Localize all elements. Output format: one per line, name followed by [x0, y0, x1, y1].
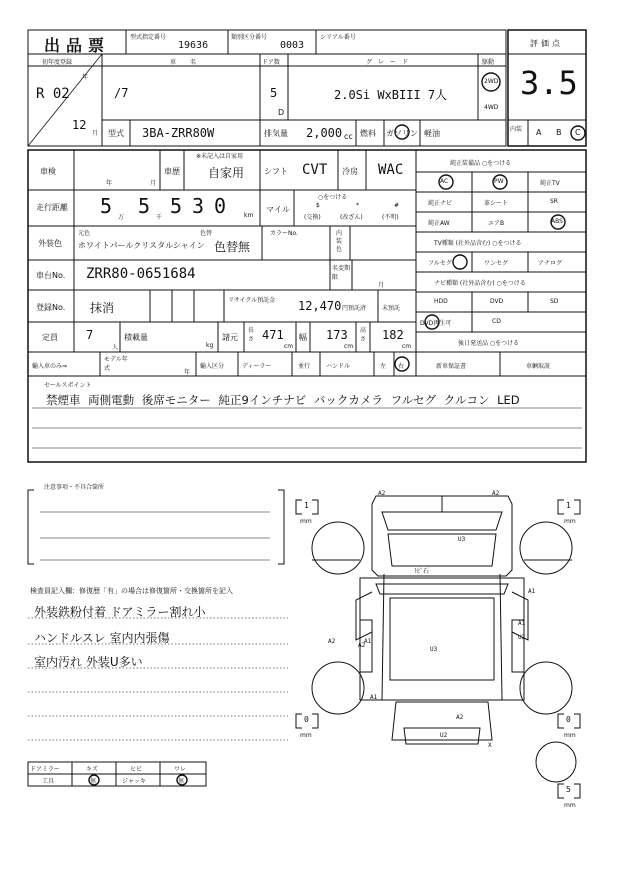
unknown-label: (不明) [382, 214, 399, 221]
acc-tools: 工具 [42, 778, 55, 785]
mileage-unit: km [244, 212, 254, 219]
tire-fl-unit: mm [300, 518, 312, 525]
sales-label: セールスポイント [44, 382, 92, 389]
reg-label: 登録No. [36, 303, 66, 312]
equip-leather: 革シート [484, 200, 509, 207]
capacity-value: 7 [86, 328, 94, 342]
equipment-title: 純正装備品 ○をつける [450, 160, 512, 167]
form-title: 出品票 [44, 36, 111, 55]
interior-b: B [556, 128, 562, 137]
tire-rl-unit: mm [300, 732, 312, 739]
height-value: 182 [382, 328, 404, 342]
damage-mark: A2 [378, 490, 386, 497]
damage-mark: A2 [492, 490, 500, 497]
aircon-value: WAC [378, 162, 404, 178]
acc-jack-value: 無 [178, 778, 185, 785]
usage-note: ※未記入は自家用 [196, 153, 244, 160]
import-dealer: ディーラー [242, 363, 272, 370]
reg-value: 抹消 [90, 301, 115, 315]
capacity-unit: 人 [112, 344, 119, 351]
displacement-unit: cc [344, 132, 353, 141]
serial-label: シリアル番号 [320, 34, 356, 41]
tire-front-left [312, 522, 364, 574]
tire-fr-depth: 1 [566, 501, 571, 510]
doors-label: ドア数 [262, 59, 280, 66]
nav-title: ナビ種類 (社外品含む) ○をつける [434, 280, 526, 287]
tire-rl-depth: 0 [304, 715, 309, 724]
type-cert-value: 19636 [178, 40, 209, 51]
mileage-digit-2: 5 [138, 194, 151, 218]
eval-score: 3.5 [520, 64, 578, 102]
shaken-year: 年 [106, 180, 113, 187]
drive-label: 駆動 [482, 59, 495, 66]
handle-label: ハンドル [326, 363, 351, 370]
tv-fullseg: フルセグ [428, 260, 452, 267]
capacity-label: 定員 [42, 333, 58, 342]
equip-ac: AC [440, 178, 449, 185]
tv-title: TV種類 (社外品含む) ○をつける [434, 240, 522, 247]
orig-color-value: ホワイトパールクリスタルシャイン [78, 241, 205, 250]
tire-rr-unit: mm [564, 732, 576, 739]
eval-label: 評価点 [530, 39, 563, 48]
chassis-value: ZRR80-0651684 [86, 266, 196, 282]
shift-value: CVT [302, 162, 328, 178]
tamper-symbol: * [356, 202, 359, 209]
nav-dvd: DVD [490, 298, 504, 305]
inspector-label: 検査員記入欄：修復歴「有」の場合は修復箇所・交換箇所を記入 [30, 587, 233, 595]
mileage-digit-3: 5 [170, 194, 183, 218]
equip-pw: PW [494, 178, 504, 185]
mileage-digit-5: 0 [214, 194, 227, 218]
damage-mark: U2 [518, 634, 526, 641]
first-reg-label: 初年度登録 [42, 59, 73, 66]
first-reg-month-unit: 月 [92, 130, 99, 137]
width-value: 173 [326, 328, 348, 342]
first-reg-year-unit: 年 [82, 74, 89, 81]
acc-tools-value: 無 [90, 778, 97, 785]
shaken-label: 車検 [40, 167, 56, 176]
damage-mark: U3 [430, 646, 438, 653]
mileage-label: 走行距離 [36, 203, 68, 212]
height-label: 高さ [360, 327, 367, 343]
acc-scratch: キズ [86, 766, 98, 773]
inspector-line-2: ハンドルスレ 室内内張傷 [34, 631, 170, 645]
nav-cd: CD [492, 318, 501, 325]
damage-mark: A1 [518, 620, 526, 627]
damage-mark: A2 [456, 714, 464, 721]
first-reg-era: R 02 [36, 86, 70, 102]
class-label: 類別区分番号 [231, 34, 268, 41]
mileage-mark-note: ○をつける [318, 194, 348, 201]
mileage-digit-4: 3 [192, 194, 205, 218]
model-year-unit: 年 [184, 369, 191, 376]
chassis-label: 車台No. [36, 271, 66, 280]
later-title: 後日発送品 ○をつける [458, 340, 520, 347]
fuel-label: 燃料 [360, 129, 376, 138]
doors-sub: D [278, 108, 285, 117]
width-label: 幅 [299, 333, 307, 342]
acc-jack: ジャッキ [122, 778, 146, 785]
equip-airbag: エアB [488, 220, 505, 227]
displacement-label: 排気量 [264, 129, 288, 138]
handle-right: 右 [398, 363, 405, 370]
exchange-label: (交換) [304, 214, 321, 221]
tire-spare [536, 742, 576, 782]
acc-crack: ヒビ [130, 766, 143, 773]
recycle-label: リサイクル預託金 [228, 297, 276, 304]
color-change-label: 色替 [200, 230, 213, 237]
model-label: 型式 [108, 129, 124, 138]
displacement-value: 2,000 [306, 126, 343, 140]
tire-rr-depth: 0 [566, 715, 571, 724]
aircon-label: 冷房 [342, 167, 358, 176]
color-change-value: 色替無 [214, 240, 251, 254]
interior-label: 内装 [510, 126, 523, 133]
doors-value: 5 [270, 86, 278, 100]
tire-rear-left [312, 662, 364, 714]
height-unit: cm [402, 343, 412, 350]
tire-fl-depth: 1 [304, 501, 309, 510]
damage-mark: A1 [370, 694, 378, 701]
import-label: 輸入車のみ⇒ [32, 363, 68, 370]
shaken-month: 月 [150, 180, 157, 187]
damage-mark: U2 [440, 732, 448, 739]
equip-navi: 純正ナビ [428, 200, 453, 207]
class-value: 0003 [280, 40, 305, 51]
sales-text: 禁煙車 両側電動 後席モニター 純正9インチナビ バックカメラ フルセグ クルコン LED [46, 393, 520, 407]
import-parallel: 並行 [298, 363, 311, 370]
model-year-label: モデル年式 [104, 356, 128, 372]
car-name-value: /7 [114, 86, 129, 100]
shift-label: シフト [264, 167, 288, 176]
tv-oneseg: ワンセグ [484, 260, 509, 267]
equip-abs: ABS [551, 218, 563, 225]
fuel-diesel: 軽油 [424, 129, 440, 138]
length-unit: cm [284, 343, 294, 350]
orig-color-label: 元色 [78, 230, 91, 237]
acc-break: ワレ [174, 766, 187, 773]
exchange-symbol: $ [316, 202, 320, 209]
car-name-label: 車名 [170, 59, 211, 66]
damage-mark: A1 [528, 588, 536, 595]
mileage-digit-1: 5 [100, 194, 113, 218]
mileage-man: 万 [118, 214, 125, 221]
equip-aw: 純正AW [428, 220, 450, 227]
tire-rear-right [520, 662, 572, 714]
damage-mark: ﾄﾋﾞ石 [414, 568, 430, 575]
name-change-month: 月 [378, 282, 385, 289]
later-manual: 車輌取説 [526, 363, 551, 370]
damage-mark: U3 [458, 536, 466, 543]
import-class-label: 輸入区分 [200, 363, 225, 370]
mile-label: マイル [266, 205, 290, 214]
tv-analog: アナログ [538, 260, 563, 267]
damage-mark: A2 [328, 638, 336, 645]
first-reg-month: 12 [72, 118, 87, 132]
damage-mark: X [488, 742, 492, 749]
acc-mirror: ドアミラー [30, 766, 60, 773]
length-value: 471 [262, 328, 284, 342]
tire-fr-unit: mm [564, 518, 576, 525]
recycle-unpaid: 未預託 [382, 305, 401, 312]
nav-dvd-play: DVD再生可 [420, 320, 452, 327]
later-warranty: 新車保証書 [436, 363, 467, 370]
recycle-value: 12,470 [298, 299, 342, 313]
tire-spare-depth: 5 [566, 785, 571, 794]
damage-mark: A1 [364, 638, 372, 645]
tamper-label: (改ざん) [340, 214, 363, 221]
color-label: 外装色 [38, 239, 62, 248]
equip-tv: 純正TV [540, 180, 560, 187]
tire-front-right [520, 522, 572, 574]
length-label: 長さ [248, 327, 255, 343]
equip-sr: SR [550, 198, 558, 205]
interior-color-label: 内装色 [336, 230, 343, 253]
fuel-gasoline: ガソリン [386, 129, 418, 138]
width-unit: cm [344, 343, 354, 350]
color-no-label: カラーNo. [270, 230, 298, 237]
drive-4wd: 4WD [484, 104, 499, 111]
inspector-line-3: 室内汚れ 外装U多い [34, 655, 143, 669]
tire-spare-unit: mm [564, 802, 576, 809]
mileage-sen: 千 [156, 214, 163, 221]
inspector-line-1: 外装鉄粉付着 ドアミラー割れ小 [34, 605, 206, 619]
nav-sd: SD [550, 298, 559, 305]
grade-value: 2.0Si WxBIII 7人 [334, 88, 448, 102]
nav-hdd: HDD [434, 298, 448, 305]
load-unit: kg [206, 342, 214, 349]
damage-mark: A2 [358, 642, 366, 649]
car-diagram [312, 496, 572, 744]
usage-label: 車歴 [164, 167, 180, 176]
type-cert-label: 型式指定番号 [130, 34, 167, 41]
notes-label: 注意事項・不具合箇所 [44, 484, 105, 491]
interior-a: A [536, 128, 542, 137]
handle-left: 左 [380, 363, 387, 370]
load-label: 積載量 [124, 333, 148, 342]
interior-c: C [575, 128, 581, 137]
unknown-symbol: # [394, 202, 400, 209]
recycle-unit: 円預託済 [342, 305, 367, 312]
dims-label: 諸元 [222, 333, 238, 342]
grade-label: グレード [366, 59, 415, 66]
drive-2wd: 2WD [484, 78, 499, 85]
usage-value: 自家用 [208, 166, 245, 180]
model-value: 3BA-ZRR80W [142, 126, 215, 140]
name-change-label: 名変期限 [332, 265, 351, 281]
